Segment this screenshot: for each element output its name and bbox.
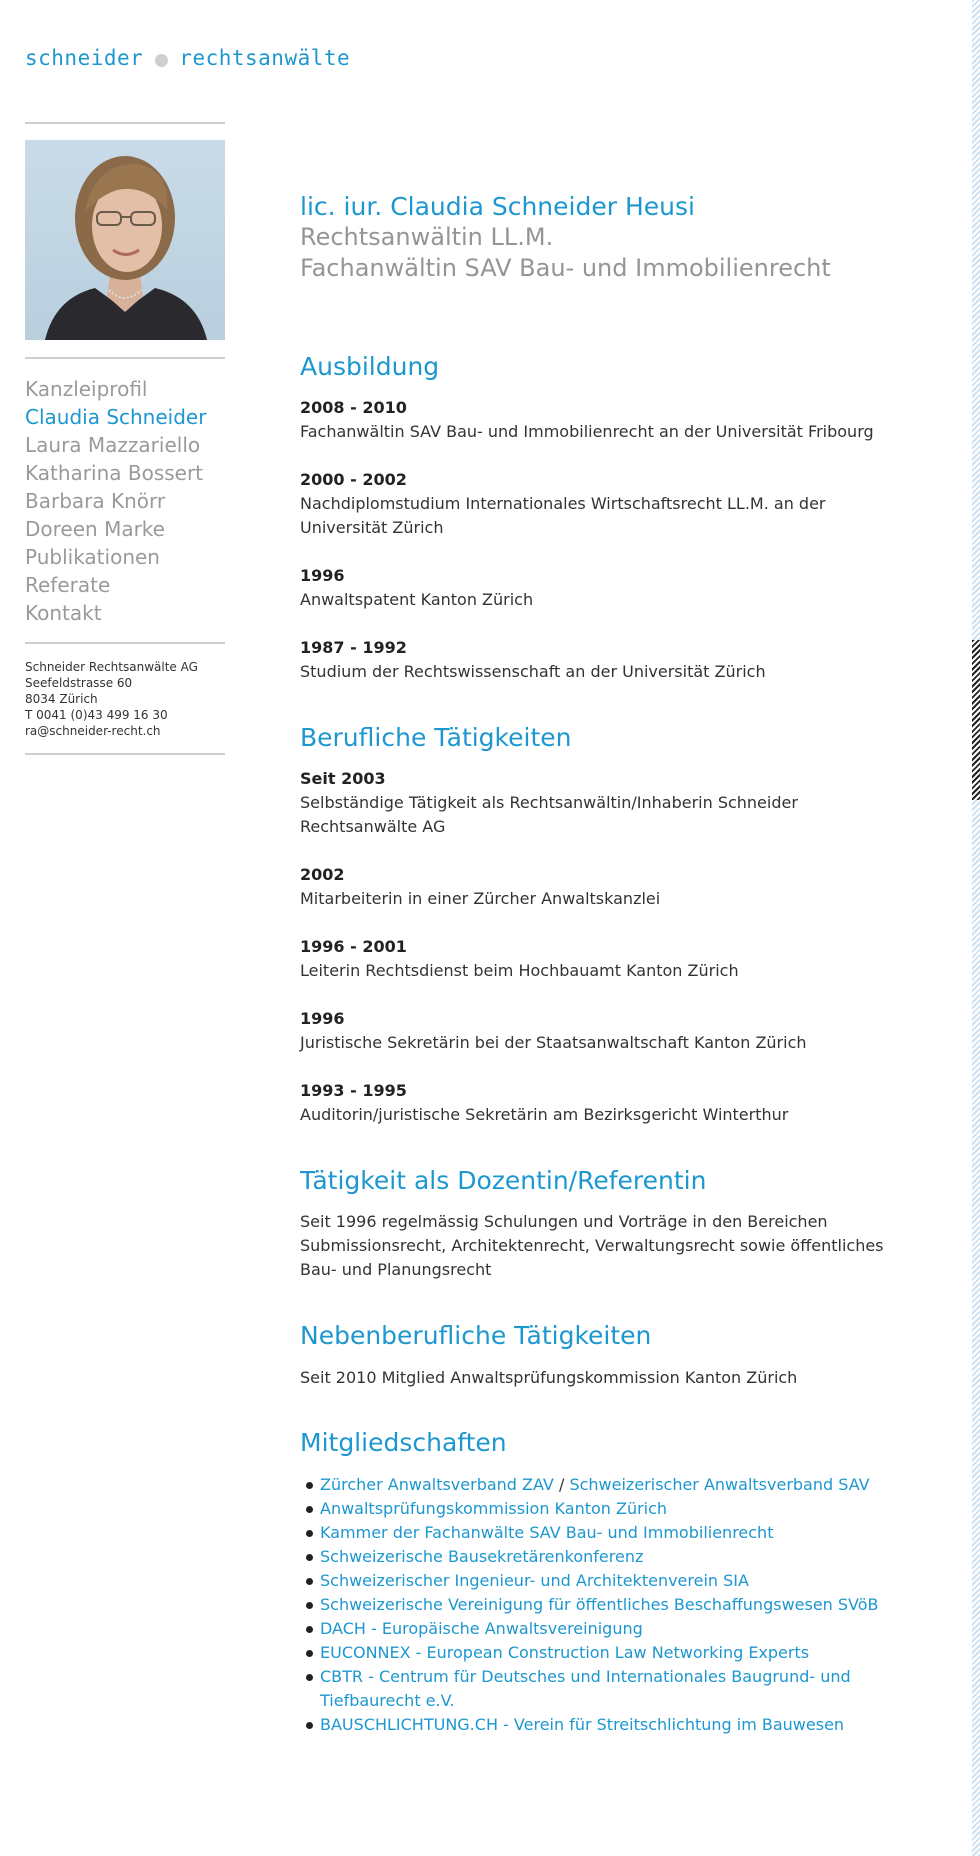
nav-item-kanzleiprofil[interactable]: Kanzleiprofil: [25, 377, 148, 401]
address-street: Seefeldstrasse 60: [25, 676, 133, 690]
section-title-dozentin: Tätigkeit als Dozentin/Referentin: [300, 1166, 707, 1195]
education-entry: [300, 636, 900, 684]
membership-item: [300, 1497, 900, 1521]
contact-address: [25, 659, 198, 739]
entry-year: 1987 - 1992: [300, 638, 407, 657]
nav-item-referate[interactable]: Referate: [25, 573, 111, 597]
membership-item: [300, 1473, 900, 1497]
membership-item: [300, 1713, 900, 1737]
section-title-mitgliedschaften: Mitgliedschaften: [300, 1428, 507, 1457]
career-entry: [300, 767, 900, 839]
membership-link[interactable]: CBTR - Centrum für Deutsches und Internationales Baugrund- und Tiefbaurecht e.V.: [320, 1667, 851, 1710]
decorative-stripe: [972, 0, 980, 1856]
membership-link[interactable]: BAUSCHLICHTUNG.CH - Verein für Streitschlichtung im Bauwesen: [320, 1715, 845, 1734]
sidebar-divider-nav: [25, 357, 225, 359]
entry-description: Juristische Sekretärin bei der Staatsanwaltschaft Kanton Zürich: [300, 1033, 807, 1052]
section-title-ausbildung: Ausbildung: [300, 352, 440, 381]
profile-photo: [25, 140, 225, 340]
bullet-icon: [306, 1530, 313, 1537]
membership-link-zav[interactable]: Zürcher Anwaltsverband ZAV: [320, 1475, 554, 1494]
entry-description: Auditorin/juristische Sekretärin am Bezirksgericht Winterthur: [300, 1105, 789, 1124]
address-email[interactable]: ra@schneider-recht.ch: [25, 724, 161, 738]
sidebar-divider-address: [25, 642, 225, 644]
entry-description: Leiterin Rechtsdienst beim Hochbauamt Kanton Zürich: [300, 961, 739, 980]
sidebar-divider-top: [25, 122, 225, 124]
section-title-berufliche-taetigkeiten: Berufliche Tätigkeiten: [300, 723, 572, 752]
entry-year: 2000 - 2002: [300, 470, 407, 489]
membership-link[interactable]: Schweizerische Vereinigung für öffentliches Beschaffungswesen SVöB: [320, 1595, 879, 1614]
dozentin-text: Seit 1996 regelmässig Schulungen und Vorträge in den Bereichen Submissionsrecht, Architektenrecht, Verwaltungsrecht sowie öffentliches Bau- und Planungsrecht: [300, 1212, 884, 1279]
bullet-icon: [306, 1554, 313, 1561]
nav-item-publikationen[interactable]: Publikationen: [25, 545, 160, 569]
career-entry: [300, 1079, 900, 1127]
membership-link[interactable]: Schweizerische Bausekretärenkonferenz: [320, 1547, 644, 1566]
membership-item: [300, 1545, 900, 1569]
logo-text-right: rechtsanwälte: [179, 46, 351, 70]
membership-item: [300, 1617, 900, 1641]
membership-item: [300, 1569, 900, 1593]
address-phone[interactable]: T 0041 (0)43 499 16 30: [25, 708, 168, 722]
logo-text-left: schneider: [25, 46, 144, 70]
nav-item-katharina-bossert[interactable]: Katharina Bossert: [25, 461, 204, 485]
entry-year: 1996: [300, 1009, 345, 1028]
profile-title-1: Rechtsanwältin LL.M.: [300, 223, 554, 251]
nebenberuflich-text: Seit 2010 Mitglied Anwaltsprüfungskommission Kanton Zürich: [300, 1368, 798, 1387]
bullet-icon: [306, 1482, 313, 1489]
membership-item: [300, 1593, 900, 1617]
address-company: Schneider Rechtsanwälte AG: [25, 660, 198, 674]
membership-item: [300, 1521, 900, 1545]
education-entry: [300, 468, 900, 540]
membership-link-sav[interactable]: Schweizerischer Anwaltsverband SAV: [569, 1475, 870, 1494]
membership-link[interactable]: Kammer der Fachanwälte SAV Bau- und Immobilienrecht: [320, 1523, 774, 1542]
membership-link[interactable]: Anwaltsprüfungskommission Kanton Zürich: [320, 1499, 668, 1518]
main-content: [300, 191, 920, 1734]
membership-list: [300, 1473, 900, 1737]
membership-item: [300, 1641, 900, 1665]
membership-separator: /: [558, 1475, 565, 1494]
entry-year: Seit 2003: [300, 769, 386, 788]
logo-dot-icon: [155, 54, 168, 67]
education-entry: [300, 396, 900, 444]
section-title-nebenberufliche-taetigkeiten: Nebenberufliche Tätigkeiten: [300, 1321, 652, 1350]
bullet-icon: [306, 1626, 313, 1633]
entry-description: Studium der Rechtswissenschaft an der Universität Zürich: [300, 662, 766, 681]
entry-year: 1996: [300, 566, 345, 585]
profile-name: lic. iur. Claudia Schneider Heusi: [300, 192, 695, 221]
nav-item-claudia-schneider[interactable]: Claudia Schneider: [25, 405, 207, 429]
entry-description: Nachdiplomstudium Internationales Wirtschaftsrecht LL.M. an der Universität Zürich: [300, 494, 826, 537]
sidebar-divider-bottom: [25, 753, 225, 755]
bullet-icon: [306, 1506, 313, 1513]
bullet-icon: [306, 1578, 313, 1585]
entry-description: Fachanwältin SAV Bau- und Immobilienrecht an der Universität Fribourg: [300, 422, 874, 441]
profile-title-2: Fachanwältin SAV Bau- und Immobilienrecht: [300, 254, 831, 282]
entry-description: Anwaltspatent Kanton Zürich: [300, 590, 534, 609]
site-logo[interactable]: [25, 46, 350, 70]
membership-link[interactable]: Schweizerischer Ingenieur- und Architektenverein SIA: [320, 1571, 749, 1590]
address-city: 8034 Zürich: [25, 692, 98, 706]
career-entry: [300, 863, 900, 911]
education-entry: [300, 564, 900, 612]
membership-link[interactable]: EUCONNEX - European Construction Law Networking Experts: [320, 1643, 810, 1662]
nav-item-laura-mazzariello[interactable]: Laura Mazzariello: [25, 433, 201, 457]
bullet-icon: [306, 1722, 313, 1729]
membership-item: [300, 1665, 900, 1713]
bullet-icon: [306, 1650, 313, 1657]
career-entry: [300, 1007, 900, 1055]
career-entry: [300, 935, 900, 983]
nav-item-barbara-knoerr[interactable]: Barbara Knörr: [25, 489, 166, 513]
entry-year: 2002: [300, 865, 345, 884]
bullet-icon: [306, 1602, 313, 1609]
membership-link[interactable]: DACH - Europäische Anwaltsvereinigung: [320, 1619, 643, 1638]
nav-item-doreen-marke[interactable]: Doreen Marke: [25, 517, 165, 541]
entry-year: 2008 - 2010: [300, 398, 407, 417]
entry-year: 1996 - 2001: [300, 937, 407, 956]
entry-description: Selbständige Tätigkeit als Rechtsanwältin/Inhaberin Schneider Rechtsanwälte AG: [300, 793, 798, 836]
bullet-icon: [306, 1674, 313, 1681]
nav-item-kontakt[interactable]: Kontakt: [25, 601, 102, 625]
sidebar-nav: [25, 375, 206, 627]
entry-description: Mitarbeiterin in einer Zürcher Anwaltskanzlei: [300, 889, 661, 908]
entry-year: 1993 - 1995: [300, 1081, 407, 1100]
